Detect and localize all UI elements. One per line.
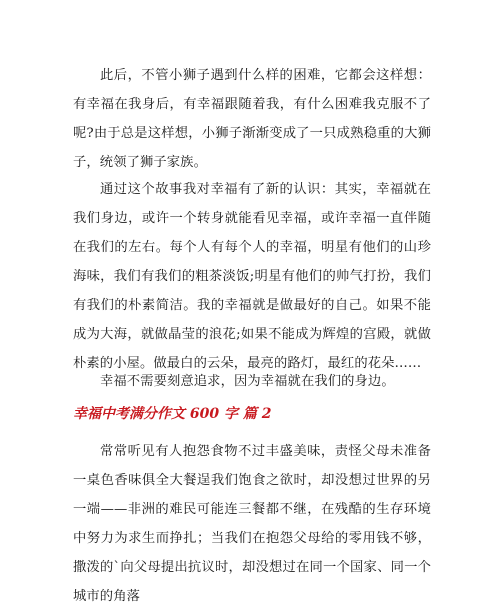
paragraph-3: 幸福不需要刻意追求，因为幸福就在我们的身边。 <box>100 374 395 389</box>
section-heading: 幸福中考满分作文 600 字 篇 2 <box>73 406 272 422</box>
paragraph-1: 此后，不管小狮子遇到什么样的困难，它都会这样想：有幸福在我身后，有幸福跟随着我，有什么困难我克服不了呢?由于总是这样想，小狮子渐渐变成了一只成熟稳重的大狮子，统领了狮子家族。 <box>73 68 431 170</box>
paragraph-2: 通过这个故事我对幸福有了新的认识：其实，幸福就在我们身边，或许一个转身就能看见幸福，或许幸福一直伴随在我们的左右。每个人有每个人的幸福，明星有他们的山珍海味，我们有我们的粗茶淡饭;明星有他们的帅气打扮，我们有我们的朴素简洁。我的幸福就是做最好的自己。如果不能成为大海，就做晶莹的浪花;如果不能成为辉煌的宫殿，就做朴素的小屋。做最白的云朵，最亮的路灯，最红的花朵…… <box>73 182 431 371</box>
paragraph-4: 常常听见有人抱怨食物不过丰盛美味，责怪父母未准备一桌色香味俱全大餐逞我们饱食之欲时，却没想过世界的另一端——非洲的难民可能连三餐都不继，在残酷的生存环境中努力为求生而挣扎；当我们在抱怨父母给的零用钱不够，撒泼的`向父母提出抗议时，却没想过在同一个国家、同一个城市的角落 <box>73 444 431 604</box>
